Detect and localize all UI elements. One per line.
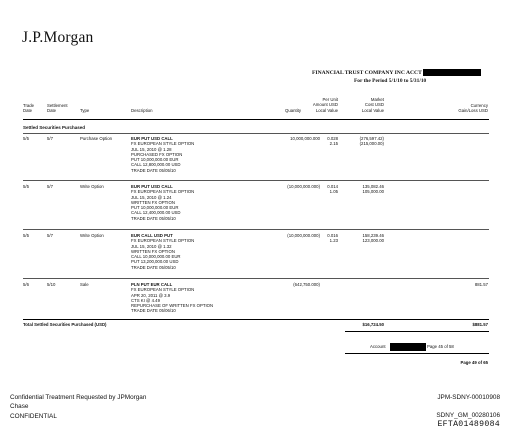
total-underline [345,331,489,332]
desc-line: CALL 12,800,000.00 USD [131,162,181,168]
row-per-unit [300,136,338,147]
total-cost: $16,724.50 [362,322,384,327]
page-inner: Page 45 of 58 [427,344,454,349]
footer-confidential-line3: CONFIDENTIAL [10,413,57,420]
row-quantity: (10,000,000.000) [287,233,320,238]
jpmorgan-logo: J.P.Morgan [22,29,94,46]
row-type: Write Option [80,233,104,238]
col-market [344,97,384,113]
row-trade-date: 5/5 [23,233,29,238]
unit-value: 0.014 [327,184,338,189]
row-market [340,184,384,195]
row-settle-date: 5/7 [47,184,53,189]
desc-line: EUR PUT USD CALL [131,136,173,141]
total-gain: $881.57 [472,322,488,327]
section-title: Settled Securities Purchased [23,125,86,130]
desc-line: REPURCHASE OF WRITTEN FX OPTION [131,303,214,309]
row-divider [23,180,489,181]
cost-value: 135,082.46 [362,184,384,189]
footer-bates-jpm: JPM-SDNY-00010908 [437,394,500,401]
footer-confidential-line1: Confidential Treatment Requested by JPMorgan [10,394,147,401]
footer-bates-sdny: SDNY_GM_00280106 [436,412,500,419]
desc-line: PLN PUT EUR CALL [131,282,173,287]
desc-line: JUL 15, 2010 @ 1.32 [131,243,172,249]
col-label: Gain/Loss USD [458,108,488,114]
row-description [131,136,194,173]
footer-confidential-line2: Chase [10,403,29,410]
cost-value: 105,000.00 [362,189,384,195]
row-type: Sale [80,282,89,287]
col-quantity: Quantity [285,108,302,113]
redaction-bar [423,69,481,76]
row-gain-loss: 881.57 [474,282,488,287]
row-settle-date: 5/7 [47,233,53,238]
header-rule [23,119,489,120]
row-per-unit [300,184,338,195]
col-label: Cost USD [364,102,384,108]
page-outer: Page 49 of 65 [460,360,488,365]
row-trade-date: 5/5 [23,136,29,141]
desc-line: CALL 12,400,000.00 USD [131,210,181,216]
desc-line: JUL 15, 2010 @ 1.24 [131,194,172,200]
row-market [340,233,384,244]
desc-line: FX EUROPEAN STYLE OPTION [131,287,195,293]
statement-period: For the Period 5/1/10 to 5/31/10 [354,78,427,84]
desc-line: WRITTEN FX OPTION [131,248,175,254]
cost-value: 158,239.46 [362,233,384,238]
desc-line: PUT 10,000,000.00 EUR [131,205,179,211]
row-type: Write Option [80,184,104,189]
col-label: Market [370,97,384,102]
cost-value: (215,000.00) [359,141,384,147]
desc-line: PUT 13,200,000.00 USD [131,259,179,265]
col-label: Date [47,108,57,114]
unit-value: 0.028 [327,136,338,141]
col-label: Local Value [361,107,384,113]
desc-line: WRITTEN FX OPTION [131,199,175,205]
row-quantity: 10,000,000.000 [290,136,320,141]
desc-line: FX EUROPEAN STYLE OPTION [131,141,195,147]
desc-line: EUR CALL USD PUT [131,233,173,238]
account-rule [345,353,489,354]
desc-line: EUR PUT USD CALL [131,184,173,189]
col-settlement-date [47,103,68,114]
unit-value: 1.23 [329,238,338,244]
desc-line: APR 20, 2011 @ 3.9 [131,292,171,298]
row-per-unit [300,233,338,244]
total-rule [23,319,489,320]
col-label: Local Value [315,107,338,113]
row-quantity: (10,000,000.000) [287,184,320,189]
desc-line: TRADE DATE 05/05/10 [131,215,176,221]
desc-line: FX EUROPEAN STYLE OPTION [131,238,195,244]
unit-value: 0.016 [327,233,338,238]
row-settle-date: 5/10 [47,282,56,287]
desc-line: TRADE DATE 05/06/10 [131,308,176,314]
footer-bates-efta: EFTA01489084 [437,420,500,429]
desc-line: FX EUROPEAN STYLE OPTION [131,189,195,195]
row-market [340,136,384,147]
cost-value: 123,000.00 [362,238,384,244]
row-settle-date: 5/7 [47,136,53,141]
row-divider [23,278,489,279]
row-description [131,282,213,314]
account-redaction [390,343,426,351]
row-trade-date: 5/6 [23,282,29,287]
col-currency [440,103,488,114]
row-divider [23,229,489,230]
desc-line: PUT 10,000,000.00 EUR [131,157,179,163]
desc-line: PURCHASED FX OPTION [131,151,183,157]
col-type: Type [80,108,90,113]
row-trade-date: 5/5 [23,184,29,189]
col-label: Settlement [47,103,68,108]
col-trade-date [23,103,34,114]
col-label: Date [23,108,33,114]
account-header [312,69,481,76]
account-label: Account [370,344,386,349]
section-rule [23,133,489,134]
unit-value: 2.15 [329,141,338,147]
desc-line: TRADE DATE 05/05/10 [131,264,176,270]
col-description: Description [131,108,153,113]
desc-line: CALL 10,000,000.00 EUR [131,254,181,260]
row-quantity: (642,750.000) [293,282,320,287]
row-description [131,184,194,221]
company-name: FINANCIAL TRUST COMPANY INC ACCT [312,69,422,76]
desc-line: JUL 15, 2010 @ 1.28 [131,146,172,152]
col-label: Trade [23,103,35,108]
cost-value: (276,597.42) [359,136,384,141]
col-label: Per Unit [322,97,338,102]
unit-value: 1.05 [329,189,338,195]
desc-line: TRADE DATE 05/05/10 [131,167,176,173]
col-per-unit [300,97,338,113]
col-label: Amount USD [312,102,338,108]
desc-line: CTS KI @ 4.49 [131,297,160,303]
col-label: Currency [470,103,488,108]
total-label: Total Settled Securities Purchased (USD) [23,322,107,327]
row-type: Purchase Option [80,136,113,141]
row-description [131,233,194,270]
